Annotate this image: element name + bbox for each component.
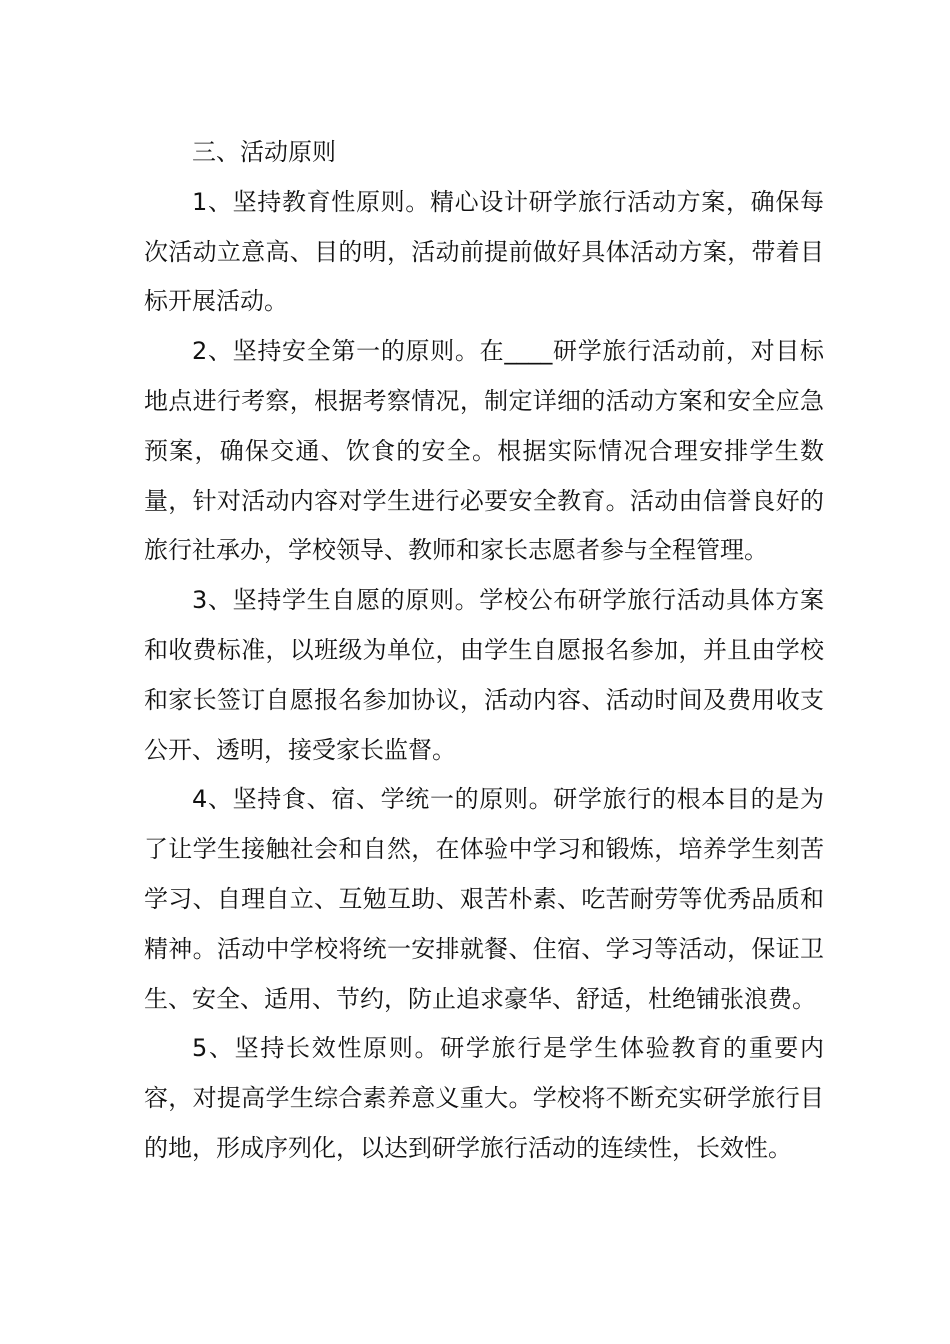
- paragraph-5: 5、坚持长效性原则。研学旅行是学生体验教育的重要内容，对提高学生综合素养意义重大。学校将不断充实研学旅行目的地，形成序列化，以达到研学旅行活动的连续性，长效性。: [144, 1034, 824, 1162]
- paragraph-1: 1、坚持教育性原则。精心设计研学旅行活动方案，确保每次活动立意高、目的明，活动前提前做好具体活动方案，带着目标开展活动。: [144, 187, 824, 316]
- document-body: [144, 128, 824, 1174]
- paragraph-2: 2、坚持安全第一的原则。在____研学旅行活动前，对目标地点进行考察，根据考察情况，制定详细的活动方案和安全应急预案，确保交通、饮食的安全。根据实际情况合理安排学生数量，针对活动内容对学生进行必要安全教育。活动由信誉良好的旅行社承办，学校领导、教师和家长志愿者参与全程管理。: [144, 337, 824, 565]
- paragraph-4: 4、坚持食、宿、学统一的原则。研学旅行的根本目的是为了让学生接触社会和自然，在体验中学习和锻炼，培养学生刻苦学习、自理自立、互勉互助、艰苦朴素、吃苦耐劳等优秀品质和精神。活动中学校将统一安排就餐、住宿、学习等活动，保证卫生、安全、适用、节约，防止追求豪华、舒适，杜绝铺张浪费。: [144, 785, 824, 1013]
- paragraph-3: 3、坚持学生自愿的原则。学校公布研学旅行活动具体方案和收费标准，以班级为单位，由学生自愿报名参加，并且由学校和家长签订自愿报名参加协议，活动内容、活动时间及费用收支公开、透明，接受家长监督。: [144, 586, 824, 764]
- section-heading: 三、活动原则: [192, 138, 336, 166]
